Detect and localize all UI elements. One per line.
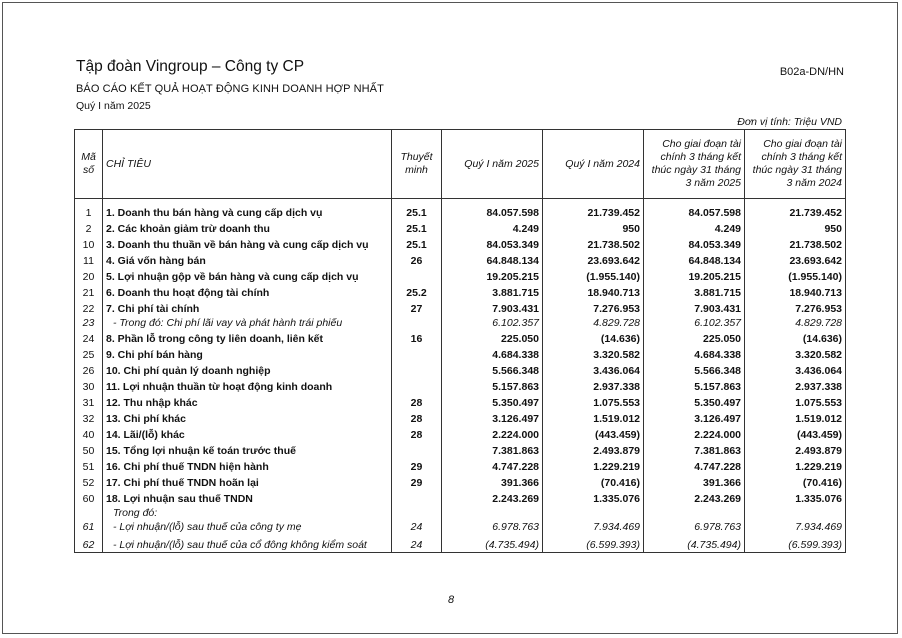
table-row (75, 474, 846, 490)
report-period: Quý I năm 2025 (76, 100, 151, 112)
cell-ytd-2025: 6.102.357 (644, 316, 745, 330)
cell-item: 6. Doanh thu hoạt động tài chính (103, 284, 392, 300)
cell-q1-2024: 18.940.713 (543, 284, 644, 300)
cell-q1-2025: 19.205.215 (442, 268, 543, 284)
table-row (75, 316, 846, 330)
cell-q1-2025: 391.366 (442, 474, 543, 490)
cell-ytd-2025: 391.366 (644, 474, 745, 490)
table-row (75, 534, 846, 553)
cell-q1-2024: (70.416) (543, 474, 644, 490)
cell-item: - Trong đó: Chi phí lãi vay và phát hành trái phiếu (103, 316, 392, 330)
cell-note: 25.1 (392, 220, 442, 236)
cell-q1-2024: 3.436.064 (543, 362, 644, 378)
header-ytd-2025: Cho giai đoạn tài chính 3 tháng kết thúc ngày 31 tháng 3 năm 2025 (644, 130, 745, 199)
cell-q1-2025: 5.350.497 (442, 394, 543, 410)
cell-q1-2025: 3.126.497 (442, 410, 543, 426)
cell-note (392, 506, 442, 520)
cell-ytd-2024: 4.829.728 (745, 316, 846, 330)
cell-note: 25.1 (392, 199, 442, 221)
cell-q1-2025: 84.053.349 (442, 236, 543, 252)
cell-ytd-2024: 2.937.338 (745, 378, 846, 394)
cell-ytd-2025: 84.057.598 (644, 199, 745, 221)
cell-code: 21 (75, 284, 103, 300)
cell-item: 3. Doanh thu thuần về bán hàng và cung cấp dịch vụ (103, 236, 392, 252)
cell-ytd-2025: 5.566.348 (644, 362, 745, 378)
cell-item: 2. Các khoản giảm trừ doanh thu (103, 220, 392, 236)
cell-code: 61 (75, 520, 103, 534)
cell-code: 25 (75, 346, 103, 362)
cell-code: 23 (75, 316, 103, 330)
cell-code: 2 (75, 220, 103, 236)
cell-code: 11 (75, 252, 103, 268)
cell-ytd-2024: (6.599.393) (745, 534, 846, 553)
cell-q1-2025: 4.249 (442, 220, 543, 236)
cell-ytd-2025: 3.881.715 (644, 284, 745, 300)
cell-q1-2025: (4.735.494) (442, 534, 543, 553)
cell-note: 29 (392, 474, 442, 490)
cell-ytd-2025: 64.848.134 (644, 252, 745, 268)
cell-q1-2025: 64.848.134 (442, 252, 543, 268)
table-row (75, 520, 846, 534)
cell-code: 31 (75, 394, 103, 410)
table-row (75, 300, 846, 316)
cell-q1-2024: 23.693.642 (543, 252, 644, 268)
cell-item: 8. Phần lỗ trong công ty liên doanh, liên kết (103, 330, 392, 346)
table-row (75, 330, 846, 346)
cell-ytd-2025: 5.350.497 (644, 394, 745, 410)
cell-q1-2024: 2.937.338 (543, 378, 644, 394)
cell-ytd-2024: (1.955.140) (745, 268, 846, 284)
table-row (75, 268, 846, 284)
cell-ytd-2024: 23.693.642 (745, 252, 846, 268)
table-row (75, 252, 846, 268)
cell-q1-2025: 6.102.357 (442, 316, 543, 330)
table-row (75, 426, 846, 442)
cell-q1-2025: 5.566.348 (442, 362, 543, 378)
cell-item: 16. Chi phí thuế TNDN hiện hành (103, 458, 392, 474)
cell-ytd-2024: 2.493.879 (745, 442, 846, 458)
cell-q1-2024: 21.738.502 (543, 236, 644, 252)
cell-ytd-2024: 1.335.076 (745, 490, 846, 506)
cell-ytd-2024: 1.075.553 (745, 394, 846, 410)
cell-ytd-2025 (644, 506, 745, 520)
cell-ytd-2025: 4.249 (644, 220, 745, 236)
header-q1-2025: Quý I năm 2025 (442, 130, 543, 199)
cell-ytd-2025: 5.157.863 (644, 378, 745, 394)
cell-note (392, 268, 442, 284)
cell-note (392, 442, 442, 458)
cell-q1-2025: 84.057.598 (442, 199, 543, 221)
cell-item: 17. Chi phí thuế TNDN hoãn lại (103, 474, 392, 490)
cell-note: 28 (392, 410, 442, 426)
cell-item: 1. Doanh thu bán hàng và cung cấp dịch vụ (103, 199, 392, 221)
cell-ytd-2025: 225.050 (644, 330, 745, 346)
cell-q1-2025: 6.978.763 (442, 520, 543, 534)
cell-q1-2025: 2.224.000 (442, 426, 543, 442)
table-row (75, 236, 846, 252)
cell-ytd-2024: 3.320.582 (745, 346, 846, 362)
cell-ytd-2025: 2.243.269 (644, 490, 745, 506)
cell-ytd-2024: 7.934.469 (745, 520, 846, 534)
table-row (75, 199, 846, 221)
cell-note: 28 (392, 394, 442, 410)
cell-item: 10. Chi phí quản lý doanh nghiệp (103, 362, 392, 378)
cell-ytd-2024: 3.436.064 (745, 362, 846, 378)
cell-item: 11. Lợi nhuận thuần từ hoạt động kinh doanh (103, 378, 392, 394)
cell-code: 62 (75, 534, 103, 553)
page-number: 8 (447, 594, 455, 606)
cell-ytd-2025: 19.205.215 (644, 268, 745, 284)
cell-q1-2025 (442, 506, 543, 520)
cell-item: 14. Lãi/(lỗ) khác (103, 426, 392, 442)
table-row (75, 346, 846, 362)
cell-ytd-2025: 4.684.338 (644, 346, 745, 362)
cell-ytd-2025: 4.747.228 (644, 458, 745, 474)
cell-q1-2025: 7.381.863 (442, 442, 543, 458)
cell-code: 51 (75, 458, 103, 474)
cell-code: 1 (75, 199, 103, 221)
table-row (75, 362, 846, 378)
cell-item: - Lợi nhuận/(lỗ) sau thuế của cổ đông không kiểm soát (103, 534, 392, 553)
cell-q1-2024: (14.636) (543, 330, 644, 346)
cell-note: 24 (392, 534, 442, 553)
cell-ytd-2025: 2.224.000 (644, 426, 745, 442)
cell-ytd-2024: 950 (745, 220, 846, 236)
table-row (75, 458, 846, 474)
header-ytd-2024: Cho giai đoạn tài chính 3 tháng kết thúc ngày 31 tháng 3 năm 2024 (745, 130, 846, 199)
cell-q1-2025: 2.243.269 (442, 490, 543, 506)
cell-item: 12. Thu nhập khác (103, 394, 392, 410)
form-code: B02a-DN/HN (779, 66, 844, 78)
cell-code: 32 (75, 410, 103, 426)
cell-q1-2025: 4.747.228 (442, 458, 543, 474)
cell-ytd-2025: 7.381.863 (644, 442, 745, 458)
cell-note (392, 378, 442, 394)
cell-q1-2024: 950 (543, 220, 644, 236)
cell-q1-2024: 1.519.012 (543, 410, 644, 426)
cell-q1-2025: 4.684.338 (442, 346, 543, 362)
cell-code: 20 (75, 268, 103, 284)
cell-q1-2024: 1.229.219 (543, 458, 644, 474)
report-title: BÁO CÁO KẾT QUẢ HOẠT ĐỘNG KINH DOANH HỢP NHẤT (76, 83, 384, 95)
cell-note: 27 (392, 300, 442, 316)
cell-note (392, 346, 442, 362)
cell-code: 50 (75, 442, 103, 458)
cell-q1-2025: 3.881.715 (442, 284, 543, 300)
cell-item: 18. Lợi nhuận sau thuế TNDN (103, 490, 392, 506)
cell-q1-2025: 7.903.431 (442, 300, 543, 316)
cell-q1-2024: 7.934.469 (543, 520, 644, 534)
cell-note: 24 (392, 520, 442, 534)
cell-note: 16 (392, 330, 442, 346)
cell-ytd-2024: (443.459) (745, 426, 846, 442)
cell-item: 9. Chi phí bán hàng (103, 346, 392, 362)
cell-ytd-2025: (4.735.494) (644, 534, 745, 553)
cell-code: 24 (75, 330, 103, 346)
cell-ytd-2025: 6.978.763 (644, 520, 745, 534)
table-row (75, 410, 846, 426)
cell-q1-2024: 4.829.728 (543, 316, 644, 330)
header-item: CHỈ TIÊU (103, 130, 392, 199)
cell-code (75, 506, 103, 520)
cell-item: 5. Lợi nhuận gộp về bán hàng và cung cấp dịch vụ (103, 268, 392, 284)
cell-code: 30 (75, 378, 103, 394)
cell-ytd-2024: (70.416) (745, 474, 846, 490)
cell-ytd-2024: 21.739.452 (745, 199, 846, 221)
cell-q1-2024: (443.459) (543, 426, 644, 442)
cell-ytd-2024: 1.229.219 (745, 458, 846, 474)
cell-q1-2025: 225.050 (442, 330, 543, 346)
cell-ytd-2024: 7.276.953 (745, 300, 846, 316)
cell-code: 22 (75, 300, 103, 316)
cell-code: 52 (75, 474, 103, 490)
table-row (75, 490, 846, 506)
cell-q1-2024: 1.335.076 (543, 490, 644, 506)
table-row (75, 220, 846, 236)
cell-note: 29 (392, 458, 442, 474)
currency-unit: Đơn vị tính: Triệu VND (737, 116, 842, 128)
cell-item: - Lợi nhuận/(lỗ) sau thuế của công ty mẹ (103, 520, 392, 534)
table-row (75, 394, 846, 410)
cell-q1-2024: 21.739.452 (543, 199, 644, 221)
company-name: Tập đoàn Vingroup – Công ty CP (76, 58, 305, 75)
cell-note (392, 316, 442, 330)
table-row (75, 284, 846, 300)
cell-note: 26 (392, 252, 442, 268)
header-note: Thuyết minh (392, 130, 442, 199)
cell-ytd-2024: 18.940.713 (745, 284, 846, 300)
cell-q1-2024: 2.493.879 (543, 442, 644, 458)
cell-ytd-2024: 21.738.502 (745, 236, 846, 252)
cell-item: 4. Giá vốn hàng bán (103, 252, 392, 268)
header-code: Mã số (75, 130, 103, 199)
cell-ytd-2025: 84.053.349 (644, 236, 745, 252)
cell-q1-2024: (1.955.140) (543, 268, 644, 284)
cell-ytd-2025: 3.126.497 (644, 410, 745, 426)
table-row (75, 378, 846, 394)
cell-ytd-2024: (14.636) (745, 330, 846, 346)
cell-q1-2024 (543, 506, 644, 520)
cell-q1-2025: 5.157.863 (442, 378, 543, 394)
cell-item: 13. Chi phí khác (103, 410, 392, 426)
cell-q1-2024: 7.276.953 (543, 300, 644, 316)
cell-note: 28 (392, 426, 442, 442)
income-statement-table (74, 129, 846, 553)
cell-code: 10 (75, 236, 103, 252)
cell-ytd-2025: 7.903.431 (644, 300, 745, 316)
cell-ytd-2024: 1.519.012 (745, 410, 846, 426)
cell-item: Trong đó: (103, 506, 392, 520)
header-q1-2024: Quý I năm 2024 (543, 130, 644, 199)
cell-code: 26 (75, 362, 103, 378)
cell-note (392, 362, 442, 378)
cell-item: 15. Tổng lợi nhuận kế toán trước thuế (103, 442, 392, 458)
cell-item: 7. Chi phí tài chính (103, 300, 392, 316)
cell-note (392, 490, 442, 506)
cell-code: 40 (75, 426, 103, 442)
cell-note: 25.1 (392, 236, 442, 252)
table-row (75, 506, 846, 520)
cell-note: 25.2 (392, 284, 442, 300)
cell-ytd-2024 (745, 506, 846, 520)
cell-q1-2024: 1.075.553 (543, 394, 644, 410)
table-row (75, 442, 846, 458)
table-header-row (75, 130, 846, 199)
cell-code: 60 (75, 490, 103, 506)
cell-q1-2024: (6.599.393) (543, 534, 644, 553)
cell-q1-2024: 3.320.582 (543, 346, 644, 362)
